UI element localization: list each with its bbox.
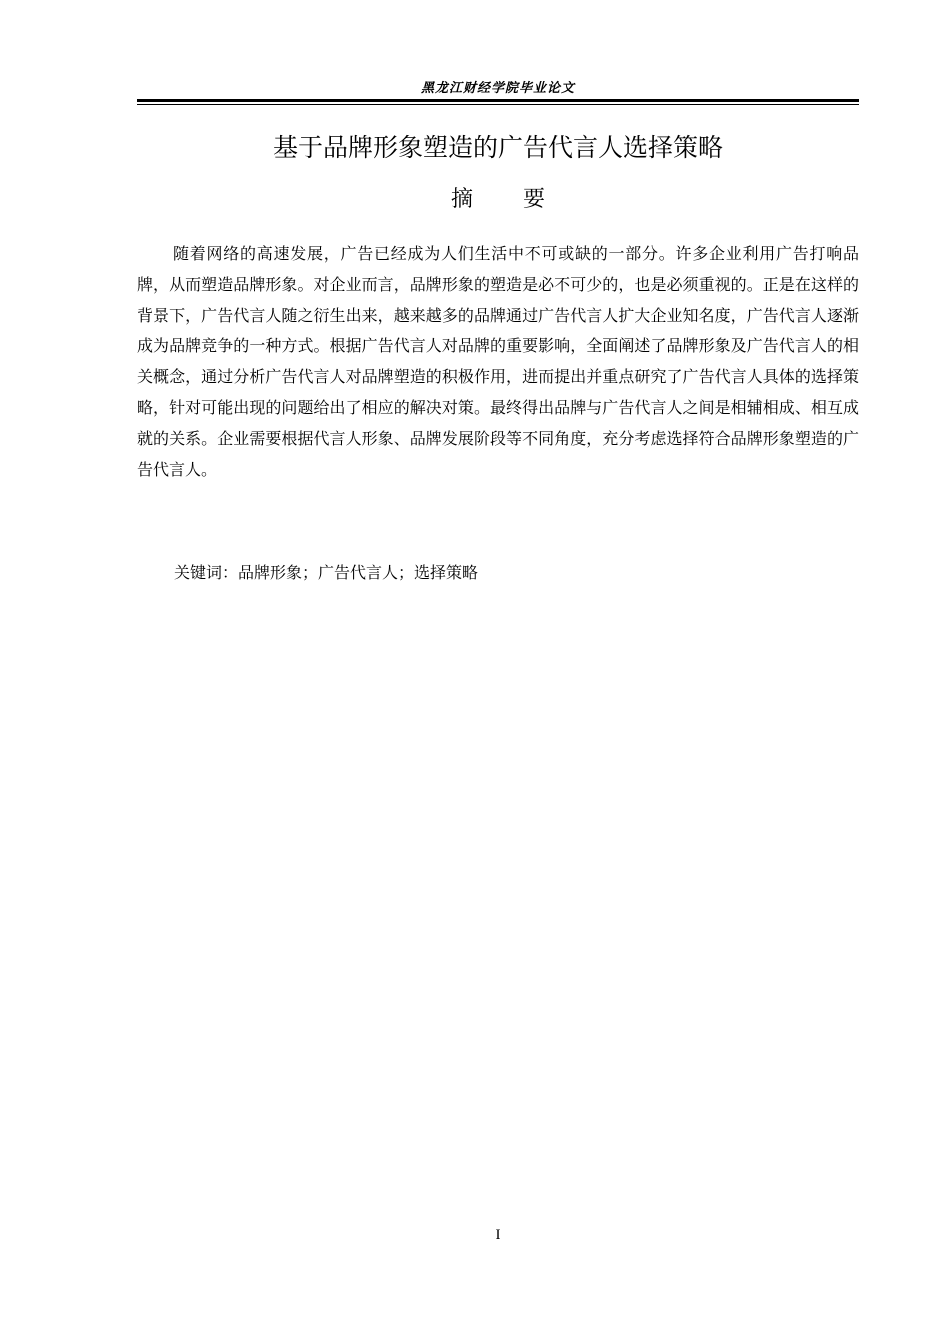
keywords-label: 关键词：	[174, 563, 239, 582]
page-number: I	[495, 1227, 501, 1243]
document-title: 基于品牌形象塑造的广告代言人选择策略	[272, 133, 723, 162]
keywords-line	[174, 560, 854, 586]
header-text: 黑龙江财经学院毕业论文	[420, 81, 575, 96]
abstract-heading: 摘要	[450, 187, 595, 212]
header-rule-thin	[137, 104, 859, 105]
abstract-body: 随着网络的高速发展，广告已经成为人们生活中不可或缺的一部分。许多企业利用广告打响品牌，从而塑造品牌形象。对企业而言，品牌形象的塑造是必不可少的，也是必须重视的。正是在这样的背景下，广告代言人随之衍生出来，越来越多的品牌通过广告代言人扩大企业知名度，广告代言人逐渐成为品牌竞争的一种方式。根据广告代言人对品牌的重要影响，全面阐述了品牌形象及广告代言人的相关概念，通过分析广告代言人对品牌塑造的积极作用，进而提出并重点研究了广告代言人具体的选择策略，针对可能出现的问题给出了相应的解决对策。最终得出品牌与广告代言人之间是相辅相成、相互成就的关系。企业需要根据代言人形象、品牌发展阶段等不同角度，充分考虑选择符合品牌形象塑造的广告代言人。	[137, 244, 859, 479]
page-header	[137, 80, 859, 104]
keywords-value: 品牌形象；广告代言人；选择策略	[238, 563, 479, 582]
header-rule-thick	[137, 99, 859, 102]
